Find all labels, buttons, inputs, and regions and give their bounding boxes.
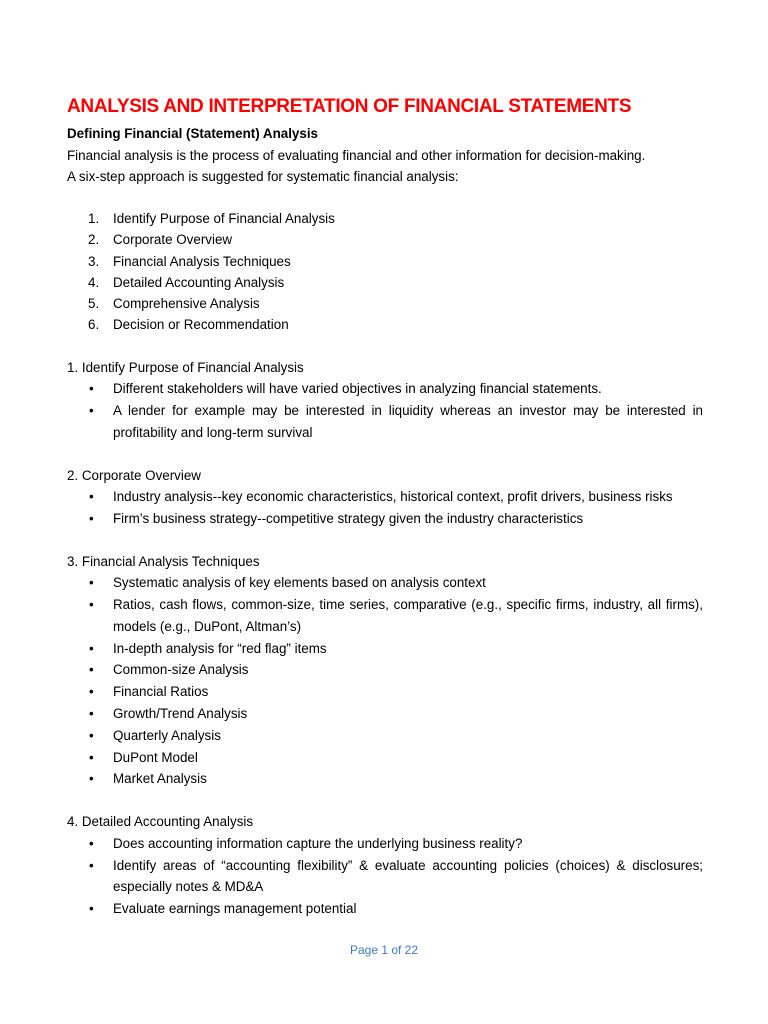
bullet-list <box>67 833 703 920</box>
step-number: 1. <box>88 211 100 226</box>
step-item <box>67 314 703 335</box>
step-item <box>67 229 703 250</box>
bullet-icon: • <box>89 857 94 873</box>
section-heading: 4. Detailed Accounting Analysis <box>67 814 254 830</box>
bullet-icon: • <box>89 706 94 722</box>
bullet-icon: • <box>89 403 94 419</box>
bullet-icon: • <box>89 771 94 787</box>
bullet-item <box>67 681 703 703</box>
bullet-item <box>67 486 703 508</box>
bullet-icon: • <box>89 597 94 613</box>
step-item <box>67 208 703 229</box>
bullet-text: Growth/Trend Analysis <box>113 706 248 722</box>
step-label: Detailed Accounting Analysis <box>113 274 285 290</box>
bullet-text: Common-size Analysis <box>113 662 249 678</box>
bullet-item <box>67 747 703 769</box>
bullet-icon: • <box>89 489 94 505</box>
bullet-text: Ratios, cash flows, common-size, time series, comparative (e.g., specific firms, industry, all firms), models (e.g., DuPont, Altman’s) <box>113 597 703 634</box>
step-label: Comprehensive Analysis <box>113 296 260 312</box>
bullet-item <box>67 898 703 920</box>
document-title: ANALYSIS AND INTERPRETATION OF FINANCIAL STATEMENTS <box>67 96 632 117</box>
bullet-text: Industry analysis--key economic characteristics, historical context, profit drivers, business risks <box>113 489 673 505</box>
bullet-text: Evaluate earnings management potential <box>113 901 357 917</box>
bullet-text: Financial Ratios <box>113 684 209 700</box>
step-number: 4. <box>88 274 100 290</box>
bullet-item <box>67 594 703 638</box>
bullet-icon: • <box>89 727 94 743</box>
step-label: Decision or Recommendation <box>113 317 289 333</box>
bullet-item <box>67 703 703 725</box>
bullet-text: Identify areas of “accounting flexibility” & evaluate accounting policies (choices) & disclosures; especially notes & MD&A <box>113 857 703 895</box>
bullet-item <box>67 638 703 660</box>
section-heading: 3. Financial Analysis Techniques <box>67 553 260 569</box>
bullet-icon: • <box>89 684 94 700</box>
section-heading: 2. Corporate Overview <box>67 467 201 483</box>
bullet-item <box>67 572 703 594</box>
document-page <box>67 95 703 941</box>
six-step-list <box>67 208 703 336</box>
bullet-text: Does accounting information capture the underlying business reality? <box>113 835 523 851</box>
bullet-text: Systematic analysis of key elements based on analysis context <box>113 575 486 591</box>
page-number-footer: Page 1 of 22 <box>349 943 419 957</box>
bullet-icon: • <box>89 749 94 765</box>
step-label: Corporate Overview <box>113 232 233 248</box>
step-item <box>67 272 703 293</box>
section-analysis-techniques <box>67 551 703 790</box>
section-heading: 1. Identify Purpose of Financial Analysis <box>67 359 304 375</box>
section-corporate-overview <box>67 465 703 530</box>
bullet-icon: • <box>89 575 94 591</box>
section-subtitle: Defining Financial (Statement) Analysis <box>67 126 318 141</box>
bullet-list <box>67 572 703 790</box>
bullet-item <box>67 725 703 747</box>
step-number: 3. <box>88 253 100 269</box>
bullet-icon: • <box>89 381 94 397</box>
bullet-text: Firm’s business strategy--competitive strategy given the industry characteristics <box>113 510 584 526</box>
section-accounting-analysis <box>67 811 703 920</box>
bullet-list <box>67 378 703 443</box>
bullet-icon: • <box>89 835 94 851</box>
bullet-text: A lender for example may be interested in liquidity whereas an investor may be interested in profitability and long-term survival <box>113 403 703 440</box>
step-number: 2. <box>88 232 100 248</box>
bullet-text: Different stakeholders will have varied objectives in analyzing financial statements. <box>113 381 602 397</box>
intro-paragraph-2: A six-step approach is suggested for systematic financial analysis: <box>67 169 459 184</box>
step-label: Identify Purpose of Financial Analysis <box>113 211 335 226</box>
step-item <box>67 251 703 272</box>
step-number: 5. <box>88 296 100 312</box>
bullet-text: Market Analysis <box>113 771 207 787</box>
bullet-text: DuPont Model <box>113 749 198 765</box>
bullet-icon: • <box>89 662 94 678</box>
bullet-item <box>67 659 703 681</box>
bullet-icon: • <box>89 510 94 526</box>
bullet-item <box>67 855 703 899</box>
step-item <box>67 293 703 314</box>
step-label: Financial Analysis Techniques <box>113 253 291 269</box>
bullet-icon: • <box>89 640 94 656</box>
step-number: 6. <box>88 317 100 333</box>
intro-paragraph-1: Financial analysis is the process of evaluating financial and other information for decision-making. <box>67 148 646 163</box>
section-identify-purpose <box>67 357 703 444</box>
bullet-list <box>67 486 703 530</box>
bullet-icon: • <box>89 901 94 917</box>
bullet-item <box>67 768 703 790</box>
bullet-item <box>67 508 703 530</box>
bullet-item <box>67 378 703 400</box>
bullet-item <box>67 400 703 444</box>
bullet-text: In-depth analysis for “red flag” items <box>113 640 327 656</box>
bullet-text: Quarterly Analysis <box>113 727 221 743</box>
bullet-item <box>67 833 703 855</box>
